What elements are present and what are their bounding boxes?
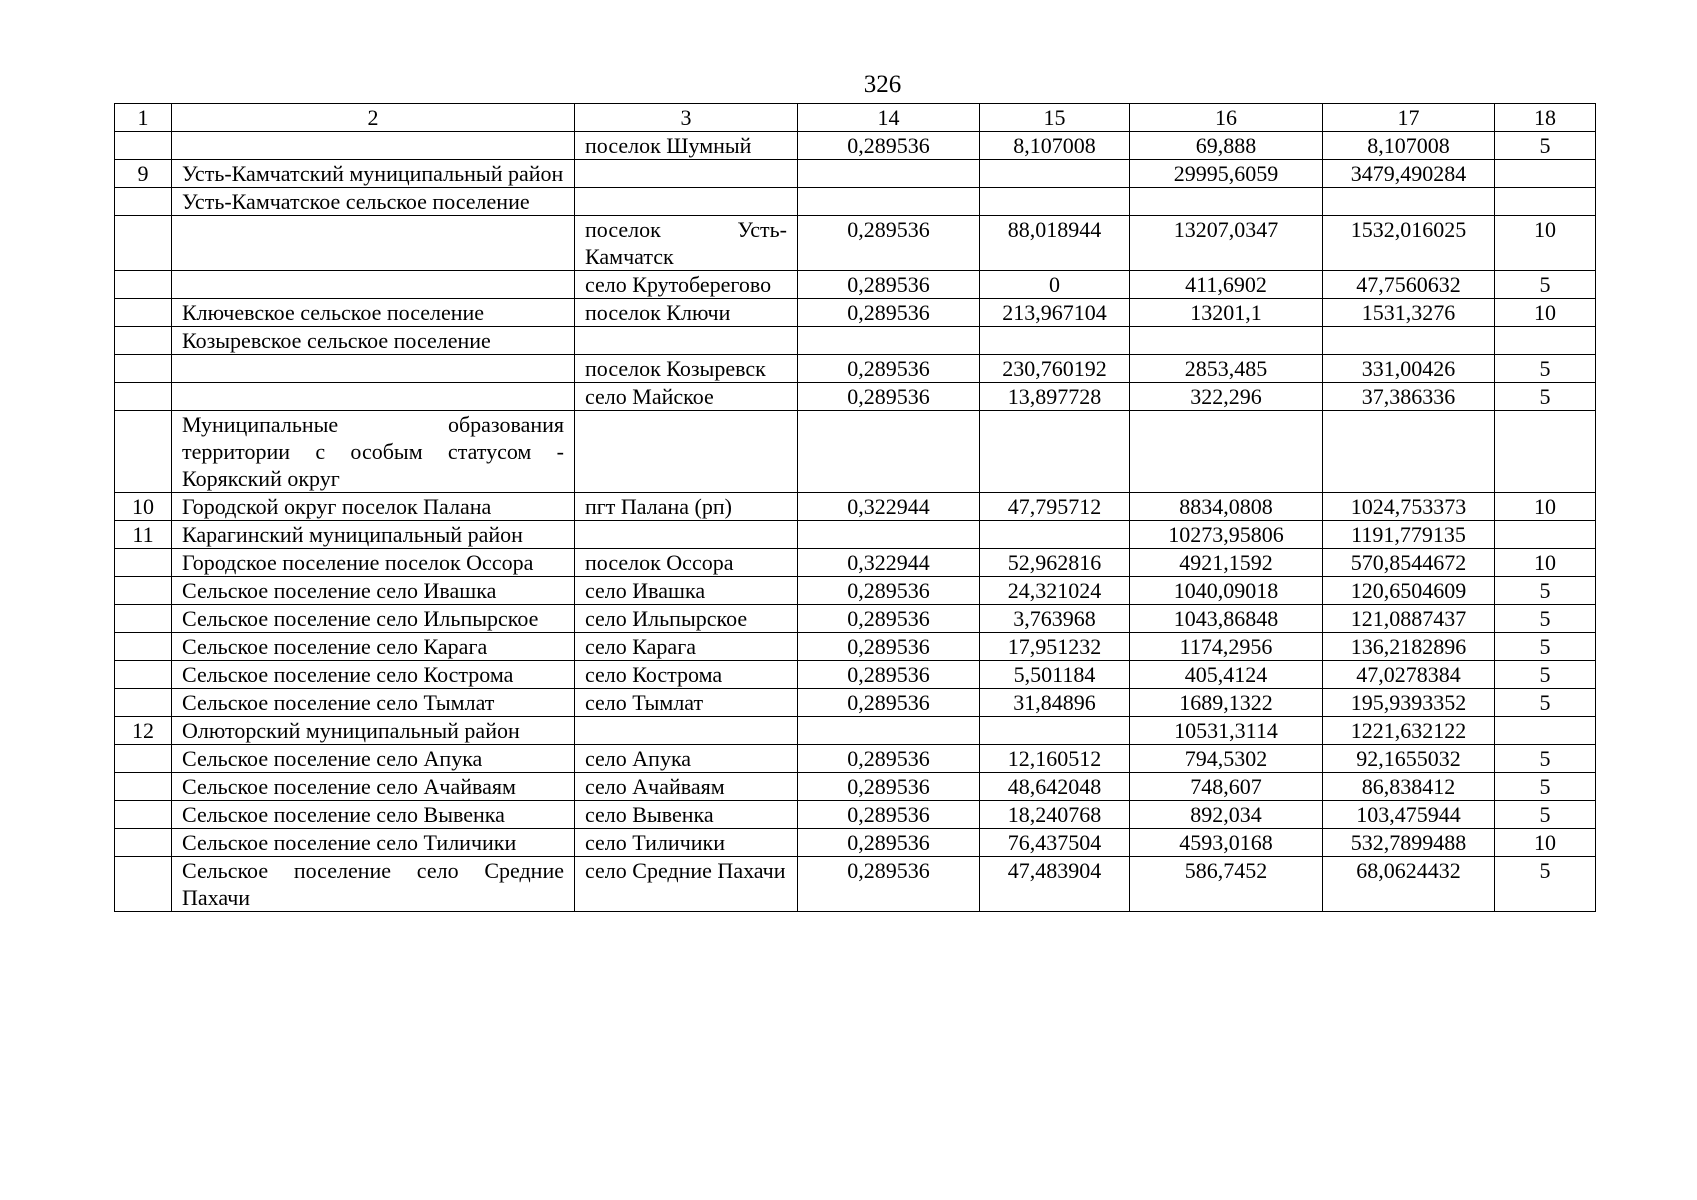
row-number	[115, 773, 172, 801]
value-col-18: 10	[1495, 216, 1596, 271]
value-col-15: 213,967104	[980, 299, 1130, 327]
value-col-17	[1323, 327, 1495, 355]
value-col-14: 0,289536	[798, 132, 980, 160]
table-row	[115, 299, 1596, 327]
row-number	[115, 299, 172, 327]
settlement-name: село Апука	[575, 745, 798, 773]
row-number	[115, 188, 172, 216]
table-row	[115, 216, 1596, 271]
settlement-name	[575, 327, 798, 355]
value-col-15: 5,501184	[980, 661, 1130, 689]
row-number	[115, 661, 172, 689]
value-col-15: 47,483904	[980, 857, 1130, 912]
column-header: 18	[1495, 104, 1596, 132]
table-row	[115, 521, 1596, 549]
settlement-name: село Майское	[575, 383, 798, 411]
value-col-15	[980, 717, 1130, 745]
value-col-15: 230,760192	[980, 355, 1130, 383]
value-col-18: 5	[1495, 577, 1596, 605]
value-col-14: 0,289536	[798, 829, 980, 857]
table-row	[115, 577, 1596, 605]
value-col-16: 29995,6059	[1130, 160, 1323, 188]
value-col-17: 532,7899488	[1323, 829, 1495, 857]
value-col-16: 794,5302	[1130, 745, 1323, 773]
table-header-row	[115, 104, 1596, 132]
value-col-14	[798, 521, 980, 549]
row-number	[115, 857, 172, 912]
row-number	[115, 411, 172, 493]
value-col-17	[1323, 188, 1495, 216]
value-col-15: 17,951232	[980, 633, 1130, 661]
row-number	[115, 271, 172, 299]
row-number: 9	[115, 160, 172, 188]
value-col-16: 748,607	[1130, 773, 1323, 801]
value-col-15: 47,795712	[980, 493, 1130, 521]
value-col-14: 0,289536	[798, 355, 980, 383]
table-row	[115, 271, 1596, 299]
column-header: 3	[575, 104, 798, 132]
value-col-17: 1532,016025	[1323, 216, 1495, 271]
table-row	[115, 188, 1596, 216]
value-col-17: 103,475944	[1323, 801, 1495, 829]
value-col-16: 1689,1322	[1130, 689, 1323, 717]
value-col-18: 5	[1495, 355, 1596, 383]
value-col-18	[1495, 411, 1596, 493]
value-col-15: 24,321024	[980, 577, 1130, 605]
row-number	[115, 577, 172, 605]
value-col-14: 0,289536	[798, 577, 980, 605]
value-col-17	[1323, 411, 1495, 493]
settlement-name: село Карага	[575, 633, 798, 661]
value-col-17: 86,838412	[1323, 773, 1495, 801]
row-number	[115, 383, 172, 411]
table-row	[115, 717, 1596, 745]
row-number	[115, 216, 172, 271]
table-row	[115, 411, 1596, 493]
municipality-name	[172, 383, 575, 411]
settlement-name	[575, 411, 798, 493]
value-col-17: 92,1655032	[1323, 745, 1495, 773]
value-col-14: 0,322944	[798, 493, 980, 521]
value-col-15: 13,897728	[980, 383, 1130, 411]
column-header: 17	[1323, 104, 1495, 132]
value-col-17: 1221,632122	[1323, 717, 1495, 745]
settlement-name: поселок Козыревск	[575, 355, 798, 383]
value-col-14: 0,289536	[798, 857, 980, 912]
settlement-name: село Ильпырское	[575, 605, 798, 633]
municipality-name: Усть-Камчатское сельское поселение	[172, 188, 575, 216]
table-row	[115, 549, 1596, 577]
table-row	[115, 745, 1596, 773]
municipality-name: Сельское поселение село Карага	[172, 633, 575, 661]
value-col-18	[1495, 160, 1596, 188]
settlement-name: село Ачайваям	[575, 773, 798, 801]
row-number	[115, 327, 172, 355]
settlement-name	[575, 188, 798, 216]
column-header: 16	[1130, 104, 1323, 132]
value-col-14: 0,289536	[798, 605, 980, 633]
value-col-17: 47,7560632	[1323, 271, 1495, 299]
settlement-name: село Кострома	[575, 661, 798, 689]
value-col-16: 1040,09018	[1130, 577, 1323, 605]
value-col-16: 405,4124	[1130, 661, 1323, 689]
table-row	[115, 383, 1596, 411]
municipality-name: Усть-Камчатский муниципальный район	[172, 160, 575, 188]
row-number	[115, 829, 172, 857]
municipality-name	[172, 216, 575, 271]
value-col-17: 120,6504609	[1323, 577, 1495, 605]
row-number: 12	[115, 717, 172, 745]
settlement-name: поселок Усть-Камчатск	[575, 216, 798, 271]
value-col-15: 52,962816	[980, 549, 1130, 577]
value-col-14: 0,289536	[798, 216, 980, 271]
settlement-name	[575, 160, 798, 188]
table-row	[115, 605, 1596, 633]
municipality-name	[172, 271, 575, 299]
value-col-15	[980, 188, 1130, 216]
row-number: 10	[115, 493, 172, 521]
table-row	[115, 493, 1596, 521]
value-col-17: 3479,490284	[1323, 160, 1495, 188]
value-col-18: 5	[1495, 633, 1596, 661]
value-col-15: 76,437504	[980, 829, 1130, 857]
value-col-17: 331,00426	[1323, 355, 1495, 383]
value-col-18: 5	[1495, 801, 1596, 829]
municipality-name: Сельское поселение село Ивашка	[172, 577, 575, 605]
value-col-16	[1130, 327, 1323, 355]
value-col-16: 10531,3114	[1130, 717, 1323, 745]
value-col-18	[1495, 717, 1596, 745]
municipality-name	[172, 355, 575, 383]
row-number	[115, 549, 172, 577]
value-col-16: 1174,2956	[1130, 633, 1323, 661]
table-row	[115, 801, 1596, 829]
value-col-14: 0,289536	[798, 661, 980, 689]
value-col-16: 13207,0347	[1130, 216, 1323, 271]
value-col-16: 1043,86848	[1130, 605, 1323, 633]
value-col-18: 5	[1495, 773, 1596, 801]
column-header: 15	[980, 104, 1130, 132]
row-number	[115, 605, 172, 633]
value-col-16: 892,034	[1130, 801, 1323, 829]
table-row	[115, 829, 1596, 857]
value-col-17: 121,0887437	[1323, 605, 1495, 633]
municipality-name: Городской округ поселок Палана	[172, 493, 575, 521]
row-number: 11	[115, 521, 172, 549]
value-col-15: 18,240768	[980, 801, 1130, 829]
value-col-18	[1495, 327, 1596, 355]
municipality-name: Муниципальные образования территории с особым статусом - Корякский округ	[172, 411, 575, 493]
value-col-14: 0,289536	[798, 271, 980, 299]
settlement-name: село Тиличики	[575, 829, 798, 857]
settlement-name: село Средние Пахачи	[575, 857, 798, 912]
settlement-name: село Ивашка	[575, 577, 798, 605]
value-col-14: 0,289536	[798, 801, 980, 829]
value-col-16: 322,296	[1130, 383, 1323, 411]
value-col-17: 570,8544672	[1323, 549, 1495, 577]
value-col-14: 0,289536	[798, 633, 980, 661]
value-col-16: 69,888	[1130, 132, 1323, 160]
table-row	[115, 857, 1596, 912]
row-number	[115, 132, 172, 160]
table-row	[115, 689, 1596, 717]
value-col-15	[980, 327, 1130, 355]
value-col-15	[980, 521, 1130, 549]
row-number	[115, 633, 172, 661]
value-col-16: 586,7452	[1130, 857, 1323, 912]
table-row	[115, 327, 1596, 355]
municipality-name: Сельское поселение село Средние Пахачи	[172, 857, 575, 912]
row-number	[115, 801, 172, 829]
value-col-17: 47,0278384	[1323, 661, 1495, 689]
value-col-17: 1191,779135	[1323, 521, 1495, 549]
value-col-17: 1531,3276	[1323, 299, 1495, 327]
value-col-16: 411,6902	[1130, 271, 1323, 299]
municipality-name	[172, 132, 575, 160]
value-col-15: 8,107008	[980, 132, 1130, 160]
value-col-17: 37,386336	[1323, 383, 1495, 411]
value-col-18: 10	[1495, 299, 1596, 327]
value-col-18: 5	[1495, 605, 1596, 633]
table-row	[115, 132, 1596, 160]
value-col-14	[798, 160, 980, 188]
value-col-18: 10	[1495, 829, 1596, 857]
settlement-name: поселок Шумный	[575, 132, 798, 160]
column-header: 14	[798, 104, 980, 132]
settlement-name: поселок Оссора	[575, 549, 798, 577]
value-col-18: 5	[1495, 661, 1596, 689]
value-col-18	[1495, 188, 1596, 216]
value-col-18: 10	[1495, 549, 1596, 577]
municipality-name: Ключевское сельское поселение	[172, 299, 575, 327]
value-col-16: 8834,0808	[1130, 493, 1323, 521]
municipality-name: Сельское поселение село Ачайваям	[172, 773, 575, 801]
value-col-18: 5	[1495, 271, 1596, 299]
value-col-14	[798, 327, 980, 355]
municipality-name: Сельское поселение село Ильпырское	[172, 605, 575, 633]
value-col-14	[798, 411, 980, 493]
value-col-14: 0,322944	[798, 549, 980, 577]
value-col-18: 5	[1495, 857, 1596, 912]
row-number	[115, 355, 172, 383]
value-col-16: 2853,485	[1130, 355, 1323, 383]
row-number	[115, 745, 172, 773]
value-col-15: 88,018944	[980, 216, 1130, 271]
value-col-16: 4921,1592	[1130, 549, 1323, 577]
value-col-15	[980, 160, 1130, 188]
column-header: 1	[115, 104, 172, 132]
settlement-name: село Вывенка	[575, 801, 798, 829]
value-col-18: 5	[1495, 383, 1596, 411]
municipality-name: Сельское поселение село Апука	[172, 745, 575, 773]
settlement-name: село Тымлат	[575, 689, 798, 717]
row-number	[115, 689, 172, 717]
value-col-16: 10273,95806	[1130, 521, 1323, 549]
page-number: 326	[863, 71, 902, 98]
value-col-18: 10	[1495, 493, 1596, 521]
value-col-16: 13201,1	[1130, 299, 1323, 327]
column-header: 2	[172, 104, 575, 132]
value-col-14: 0,289536	[798, 383, 980, 411]
municipality-name: Козыревское сельское поселение	[172, 327, 575, 355]
value-col-17: 195,9393352	[1323, 689, 1495, 717]
value-col-18	[1495, 521, 1596, 549]
table-row	[115, 633, 1596, 661]
municipality-name: Сельское поселение село Вывенка	[172, 801, 575, 829]
table-row	[115, 661, 1596, 689]
value-col-14: 0,289536	[798, 689, 980, 717]
municipality-name: Сельское поселение село Тиличики	[172, 829, 575, 857]
settlement-name: поселок Ключи	[575, 299, 798, 327]
value-col-16: 4593,0168	[1130, 829, 1323, 857]
municipality-name: Городское поселение поселок Оссора	[172, 549, 575, 577]
value-col-16	[1130, 411, 1323, 493]
value-col-18: 5	[1495, 745, 1596, 773]
value-col-16	[1130, 188, 1323, 216]
settlement-name	[575, 521, 798, 549]
value-col-15: 12,160512	[980, 745, 1130, 773]
settlement-name	[575, 717, 798, 745]
municipality-name: Олюторский муниципальный район	[172, 717, 575, 745]
value-col-18: 5	[1495, 132, 1596, 160]
settlement-name: пгт Палана (рп)	[575, 493, 798, 521]
value-col-17: 136,2182896	[1323, 633, 1495, 661]
data-table	[114, 103, 1596, 912]
value-col-14	[798, 188, 980, 216]
municipality-name: Сельское поселение село Кострома	[172, 661, 575, 689]
value-col-15: 31,84896	[980, 689, 1130, 717]
value-col-14: 0,289536	[798, 745, 980, 773]
value-col-15: 3,763968	[980, 605, 1130, 633]
settlement-name: село Крутоберегово	[575, 271, 798, 299]
table-row	[115, 773, 1596, 801]
table-row	[115, 355, 1596, 383]
value-col-17: 8,107008	[1323, 132, 1495, 160]
municipality-name: Сельское поселение село Тымлат	[172, 689, 575, 717]
value-col-18: 5	[1495, 689, 1596, 717]
value-col-14: 0,289536	[798, 773, 980, 801]
value-col-14	[798, 717, 980, 745]
value-col-15	[980, 411, 1130, 493]
municipality-name: Карагинский муниципальный район	[172, 521, 575, 549]
value-col-15: 48,642048	[980, 773, 1130, 801]
value-col-17: 1024,753373	[1323, 493, 1495, 521]
table-row	[115, 160, 1596, 188]
value-col-14: 0,289536	[798, 299, 980, 327]
table-body	[115, 132, 1596, 912]
value-col-15: 0	[980, 271, 1130, 299]
value-col-17: 68,0624432	[1323, 857, 1495, 912]
